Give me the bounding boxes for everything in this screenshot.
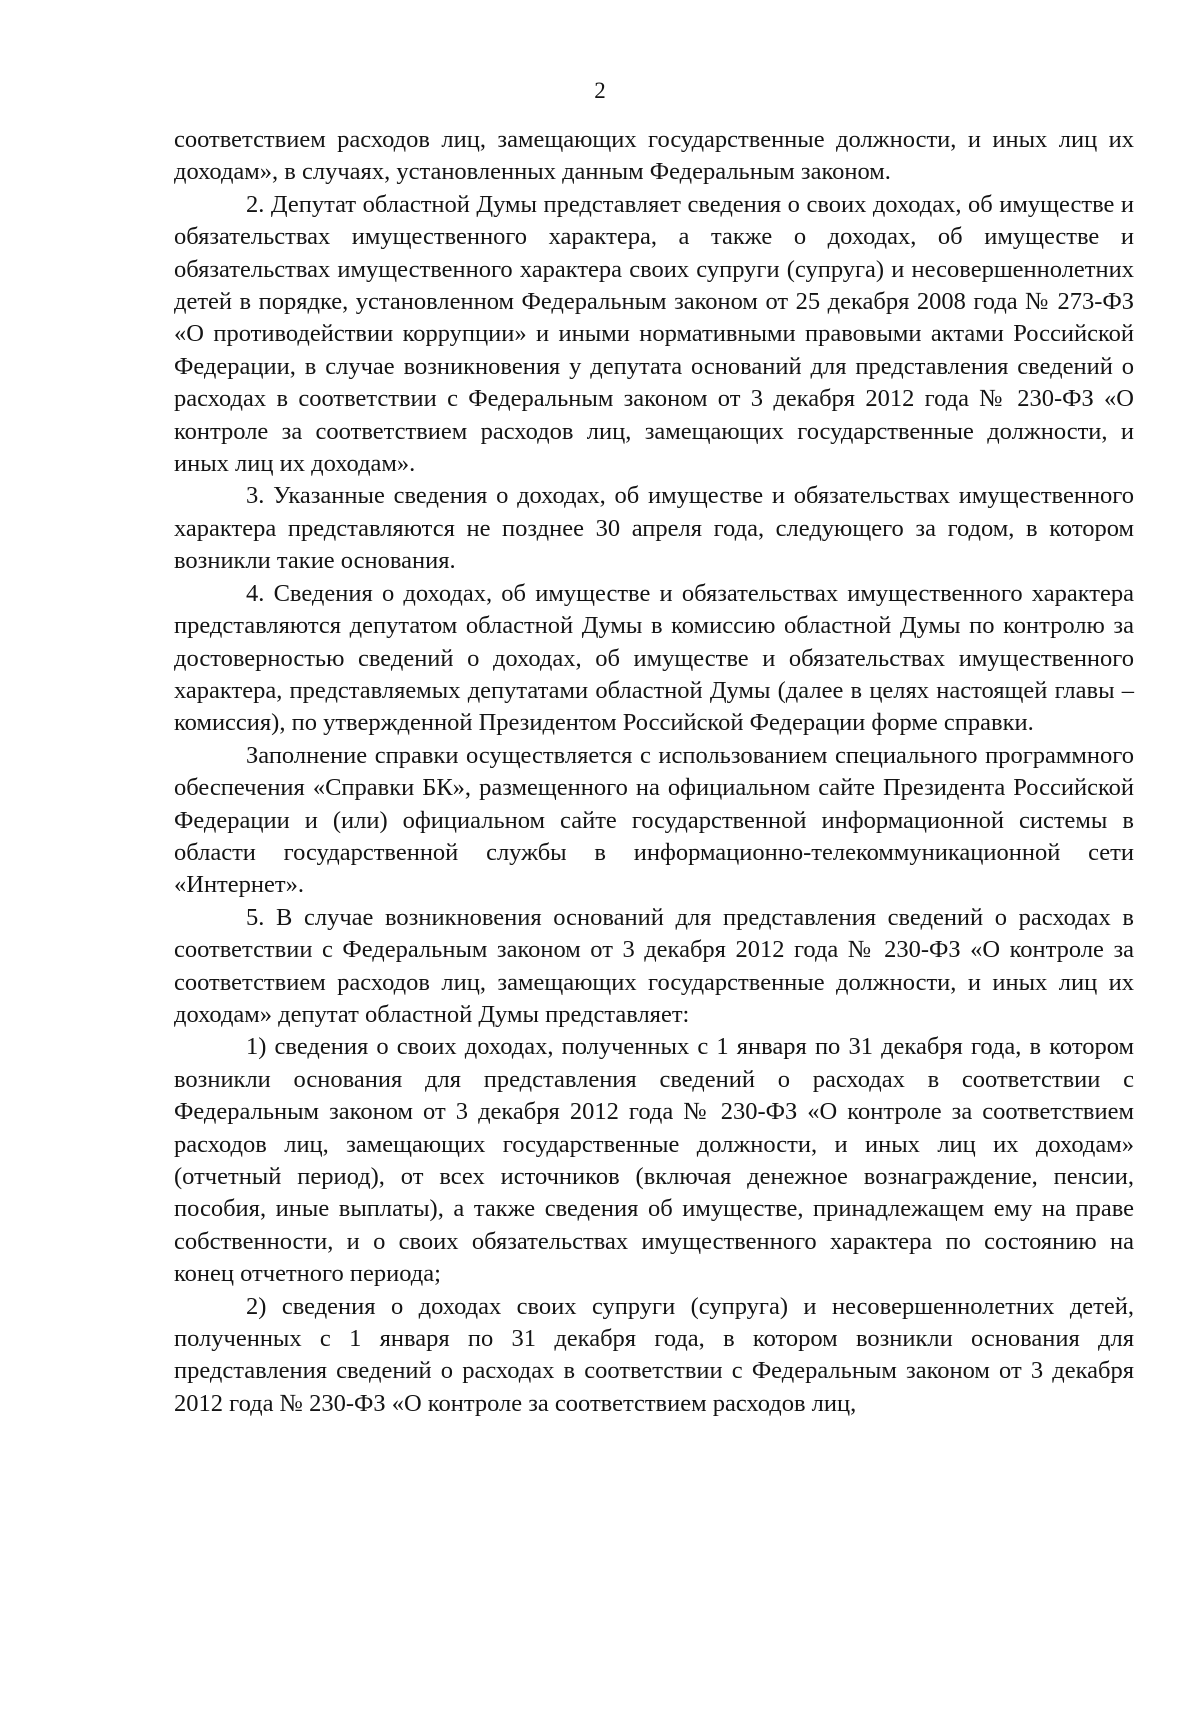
page-number: 2: [594, 78, 606, 103]
paragraph-item-4: 4. Сведения о доходах, об имуществе и обязательствах имущественного характера представляются депутатом областной Думы в комиссию областной Думы по контролю за достоверностью сведений о доходах, об имуществе и обязательствах имущественного характера, представляемых депутатами областной Думы (далее в целях настоящей главы – комиссия), по утвержденной Президентом Российской Федерации форме справки.: [174, 579, 1134, 737]
paragraph-subitem-2: 2) сведения о доходах своих супруги (супруга) и несовершеннолетних детей, полученных с 1 января по 31 декабря года, в котором возникли основания для представления сведений о расходах в соответствии с Федеральным законом от 3 декабря 2012 года № 230-ФЗ «О контроле за соответствием расходов лиц,: [174, 1292, 1134, 1417]
paragraph-form-filling: Заполнение справки осуществляется с использованием специального программного обеспечения «Справки БК», размещенного на официальном сайте Президента Российской Федерации и (или) официальном сайте государственной информационной системы в области государственной службы в информационно-телекоммуникационной сети «Интернет».: [174, 741, 1134, 899]
document-body: [174, 124, 1134, 1420]
paragraph-continuation: соответствием расходов лиц, замещающих государственные должности, и иных лиц их доходам», в случаях, установленных данным Федеральным законом.: [174, 126, 1134, 186]
paragraph-subitem-1: 1) сведения о своих доходах, полученных с 1 января по 31 декабря года, в котором возникли основания для представления сведений о расходах в соответствии с Федеральным законом от 3 декабря 2012 года № 230-ФЗ «О контроле за соответствием расходов лиц, замещающих государственные должности, и иных лиц их доходам» (отчетный период), от всех источников (включая денежное вознаграждение, пенсии, пособия, иные выплаты), а также сведения об имуществе, принадлежащем ему на праве собственности, и о своих обязательствах имущественного характера по состоянию на конец отчетного периода;: [174, 1033, 1134, 1288]
paragraph-item-3: 3. Указанные сведения о доходах, об имуществе и обязательствах имущественного характера представляются не позднее 30 апреля года, следующего за годом, в котором возникли такие основания.: [174, 482, 1134, 575]
paragraph-item-2: 2. Депутат областной Думы представляет сведения о своих доходах, об имуществе и обязательствах имущественного характера, а также о доходах, об имуществе и обязательствах имущественного характера своих супруги (супруга) и несовершеннолетних детей в порядке, установленном Федеральным законом от 25 декабря 2008 года № 273-ФЗ «О противодействии коррупции» и иными нормативными правовыми актами Российской Федерации, в случае возникновения у депутата оснований для представления сведений о расходах в соответствии с Федеральным законом от 3 декабря 2012 года № 230-ФЗ «О контроле за соответствием расходов лиц, замещающих государственные должности, и иных лиц их доходам».: [174, 190, 1134, 478]
paragraph-item-5: 5. В случае возникновения оснований для представления сведений о расходах в соответствии с Федеральным законом от 3 декабря 2012 года № 230-ФЗ «О контроле за соответствием расходов лиц, замещающих государственные должности, и иных лиц их доходам» депутат областной Думы представляет:: [174, 903, 1134, 1028]
